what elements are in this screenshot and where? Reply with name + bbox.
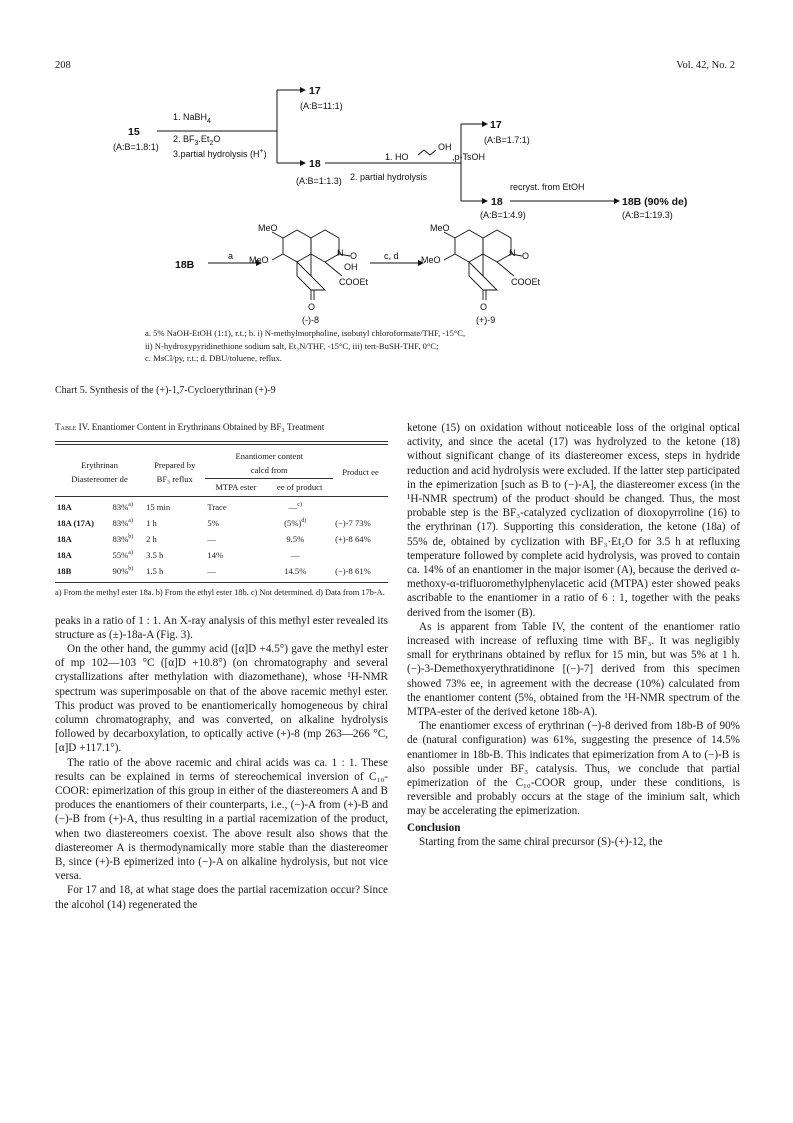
cell: (−)-7 73% [335,517,371,528]
cell-note: a) [128,550,133,557]
step-2: 2. $BF_3.Et_2O$ [173,134,221,147]
cell: Trace [207,501,227,512]
th-mtpa: MTPA ester [215,482,257,493]
cell: 18A [57,534,72,545]
right-column [407,421,740,849]
cell: 18A [57,501,72,512]
paragraph: peaks in a ratio of 1 : 1. An X-ray analysis of this methyl ester revealed its structure as (±)-18a-A (Fig. 3). [55,614,388,641]
arrow-cd-label: c, d [384,251,399,261]
compound-18a: 18 [309,158,321,170]
meo-8a: MeO [258,223,278,233]
cell: (−)-8 61% [335,566,371,577]
th-enantiomer-content: Enantiomer content [235,451,304,461]
cell-note: d) [301,517,307,524]
cell-note: a) [128,501,133,508]
oh-8: OH [344,262,358,272]
cell: 90% [112,566,129,577]
recryst-label: recryst. from EtOH [510,182,585,192]
cell: — [290,550,300,561]
reaction-conditions [145,327,745,365]
cell: 83% [112,534,129,545]
arrow-a-label: a [228,251,234,261]
cell-note: b) [128,566,134,573]
th-reflux: BF₃ reflux [156,473,193,484]
left-column [55,421,388,912]
condition-line-1: a. 5% NaOH-EtOH (1:1), r.t.; b. i) N-methylmorpholine, isobutyl chloroformate/THF, -15°C, [145,328,466,338]
ratio-15: (A:B=1.8:1) [113,142,159,152]
cell: (5%) [284,517,302,528]
cell: 83% [112,501,129,512]
cell: 83% [112,517,129,528]
page-number: 208 [55,60,71,71]
meo-8b: MeO [249,255,269,265]
ratio-18b: (A:B=1:4.9) [480,210,526,220]
cell: 15 min [146,501,171,512]
table-row [55,531,388,547]
structure-9 [444,230,522,300]
cooet-9: COOEt [511,277,541,287]
reagent-tsoh: ,p-TsOH [452,152,486,162]
th-erythrinan: Erythrinan [81,459,118,470]
table-row [55,515,388,531]
table-row [55,499,388,515]
compound-15: 15 [128,126,140,138]
cell: 1.5 h [146,566,164,577]
th-diastereomer: Diastereomer de [71,473,128,484]
cell: 5% [207,517,219,528]
paragraph: ketone (15) on oxidation without noticeable loss of the original optical activity, and since the acetal (17) was hydrolyzed to the ketone (18) without significant change of its diastereomer excess, steps in hydride reduction and acid hydrolysis were excluded. If the latter step participated in the epimerization [such as B to (−)-A], the diastereomer excess (in the ¹H-NMR spectrum) of the product should be changed. Thus, the most probable step is the BF₃-catalyzed cyclization of dioxopyrroline (16) to the erythrinan (17). Supporting this consideration, the ketone (18a) of 55% de, obtained by cyclization with BF₃·Et₂O for 3.5 h at refluxing temperature followed by complete acid hydrolysis, was proved to contain ca. 14% of an enantiomer in the major isomer (A), because the derived α-methoxy-α-trifluoromethylphenylacetic acid (MTPA) ester showed peaks ascribable to the enantiomer in a ratio of 6 : 1, together with the peaks derived from the isomer (B). [407,422,740,619]
cooet-8: COOEt [339,277,369,287]
reagent-oh: OH [438,142,452,152]
cell-note: c) [297,501,302,508]
compound-18B: 18B (90% de) [622,196,688,208]
conclusion-heading: Conclusion [407,821,461,834]
n-9: N [509,248,516,258]
ratio-17a: (A:B=11:1) [300,101,343,111]
oxo-8: O [308,302,316,312]
table-caption [55,421,388,433]
paragraph: The ratio of the above racemic and chiral acids was ca. 1 : 1. These results can be explained in terms of stereochemical inversion of C₁₀-COOR: epimerization of this group in either of the diastereomers A and B produces the enantiomers of their counterparts, i.e., (−)-A from (+)-B and (−)-B from (+)-A, thus resulting in a partial racemization of the product, when two diastereomers coexist. The above result also shows that the diastereomer A is thermodynamically more stable than the diastereomer B, since (+)-B epimerized into (−)-A on alkaline hydrolysis, but not vice versa. [55,756,388,883]
reaction-scheme [0,0,793,330]
table-footnote: a) From the methyl ester 18a. b) From the ethyl ester 18b. c) Not determined. d) Data from 17b-A. [55,587,385,597]
ratio-18a: (A:B=1:1.3) [296,176,342,186]
start-18B: 18B [175,259,195,271]
meo-9b: MeO [421,255,441,265]
th-prepared: Prepared by [154,459,196,470]
cell-note: a) [128,517,133,524]
chart-caption: Chart 5. Synthesis of the (+)-1,7-Cycloerythrinan (+)-9 [55,385,276,396]
cell: 2 h [146,534,157,545]
o-8: O [350,251,358,261]
cell: — [207,566,216,577]
journal-volume: Vol. 42, No. 2 [676,60,735,71]
n-8: N [337,248,344,258]
cell: 55% [112,550,129,561]
ratio-18B: (A:B=1:19.3) [622,210,673,220]
compound-17b: 17 [490,119,502,131]
cell: 14% [207,550,224,561]
paragraph: The enantiomer excess of erythrinan (−)-8 derived from 18b-B of 90% de (natural configuration) was 61%, suggesting the presence of 14.5% enantiomer in 18b-B. This indicates that epimerization from A to (−)-B is also possible under BF₃ catalysis. Thus, we conclude that partial epimerization of the C₁₀-COOR group, under these conditions, is reversible and probably occurs at the stage of the iminium salt, which may be accelerating the epimerization. [407,720,740,818]
cell: 18B [57,566,72,577]
compound-18b: 18 [491,196,503,208]
cell: (+)-8 64% [335,534,371,545]
cell [333,547,388,563]
cell: — [207,534,216,545]
table-label: Table IV. [55,422,90,432]
table-row [55,547,388,563]
cell: 18A (17A) [57,517,94,528]
reagent-2: 2. partial hydrolysis [350,172,428,182]
structure-8 [272,230,350,300]
condition-line-2: ii) N-hydroxypyridinethione sodium salt, Et₃N/THF, -15°C, iii) tert-BuSH-THF, 0°C; [145,340,439,351]
cell: 9.5% [286,534,305,545]
cell: — [288,501,298,512]
cell: 18A [57,550,72,561]
cell-note: b) [128,534,134,541]
reagent-1: 1. HO [385,152,409,162]
label-9: (+)-9 [476,315,496,325]
th-ee-product: ee of product [277,482,323,493]
step-1: 1. NaBH$_4$ [173,112,211,125]
table-caption-text: Enantiomer Content in Erythrinans Obtained by BF₃ Treatment [91,422,325,432]
paragraph: On the other hand, the gummy acid ([α]D +4.5°) gave the methyl ester of mp 102—103 °C ([α]D +10.8°) (on chromatography and several crystallizations after methylation with diazomethane), whose ¹H-NMR spectrum was superimposable on that of the above racemic methyl ester. This product was proved to be enantiomerically homogeneous by chiral column chromatography, and was converted, on alkaline hydrolysis followed by decarboxylation, to optically active (+)-8 (mp 263—266 °C, [α]D +117.1°). [55,643,388,755]
oxo-9: O [480,302,488,312]
paragraph: Starting from the same chiral precursor (S)-(+)-12, the [419,835,663,848]
ratio-17b: (A:B=1.7:1) [484,135,530,145]
table-row [55,563,388,579]
th-calcd-from: calcd from [250,465,288,476]
th-product-ee: Product ee [342,466,379,477]
cell: 1 h [146,517,157,528]
cell [333,499,388,515]
cell: 3.5 h [146,550,164,561]
table-iv [55,441,388,583]
meo-9a: MeO [430,223,450,233]
label-8: (-)-8 [302,315,319,325]
paragraph: For 17 and 18, at what stage does the partial racemization occur? Since the alcohol (14) regenerated the [55,884,388,911]
paragraph: As is apparent from Table IV, the content of the enantiomer ratio increased with increase of refluxing time with BF₃. It was negligibly small for erythrinans obtained by reflux for 15 min, but was 5% at 1 h. (−)-3-Demethoxyerythratidinone [(−)-7] derived from this specimen showed 73% ee, in agreement with the decrease (10%) calculated from the enantiomer content (5%, obtained from the ¹H-NMR spectrum of the MTPA-ester of the derived ketone 18b-A). [407,620,740,719]
step-3: 3.partial hydrolysis (H+) [173,148,267,159]
condition-line-3: c. MsCl/py, r.t.; d. DBU/toluene, reflux. [145,353,282,363]
cell: 14.5% [284,566,307,577]
compound-17a: 17 [309,85,321,97]
o-9: O [522,251,530,261]
